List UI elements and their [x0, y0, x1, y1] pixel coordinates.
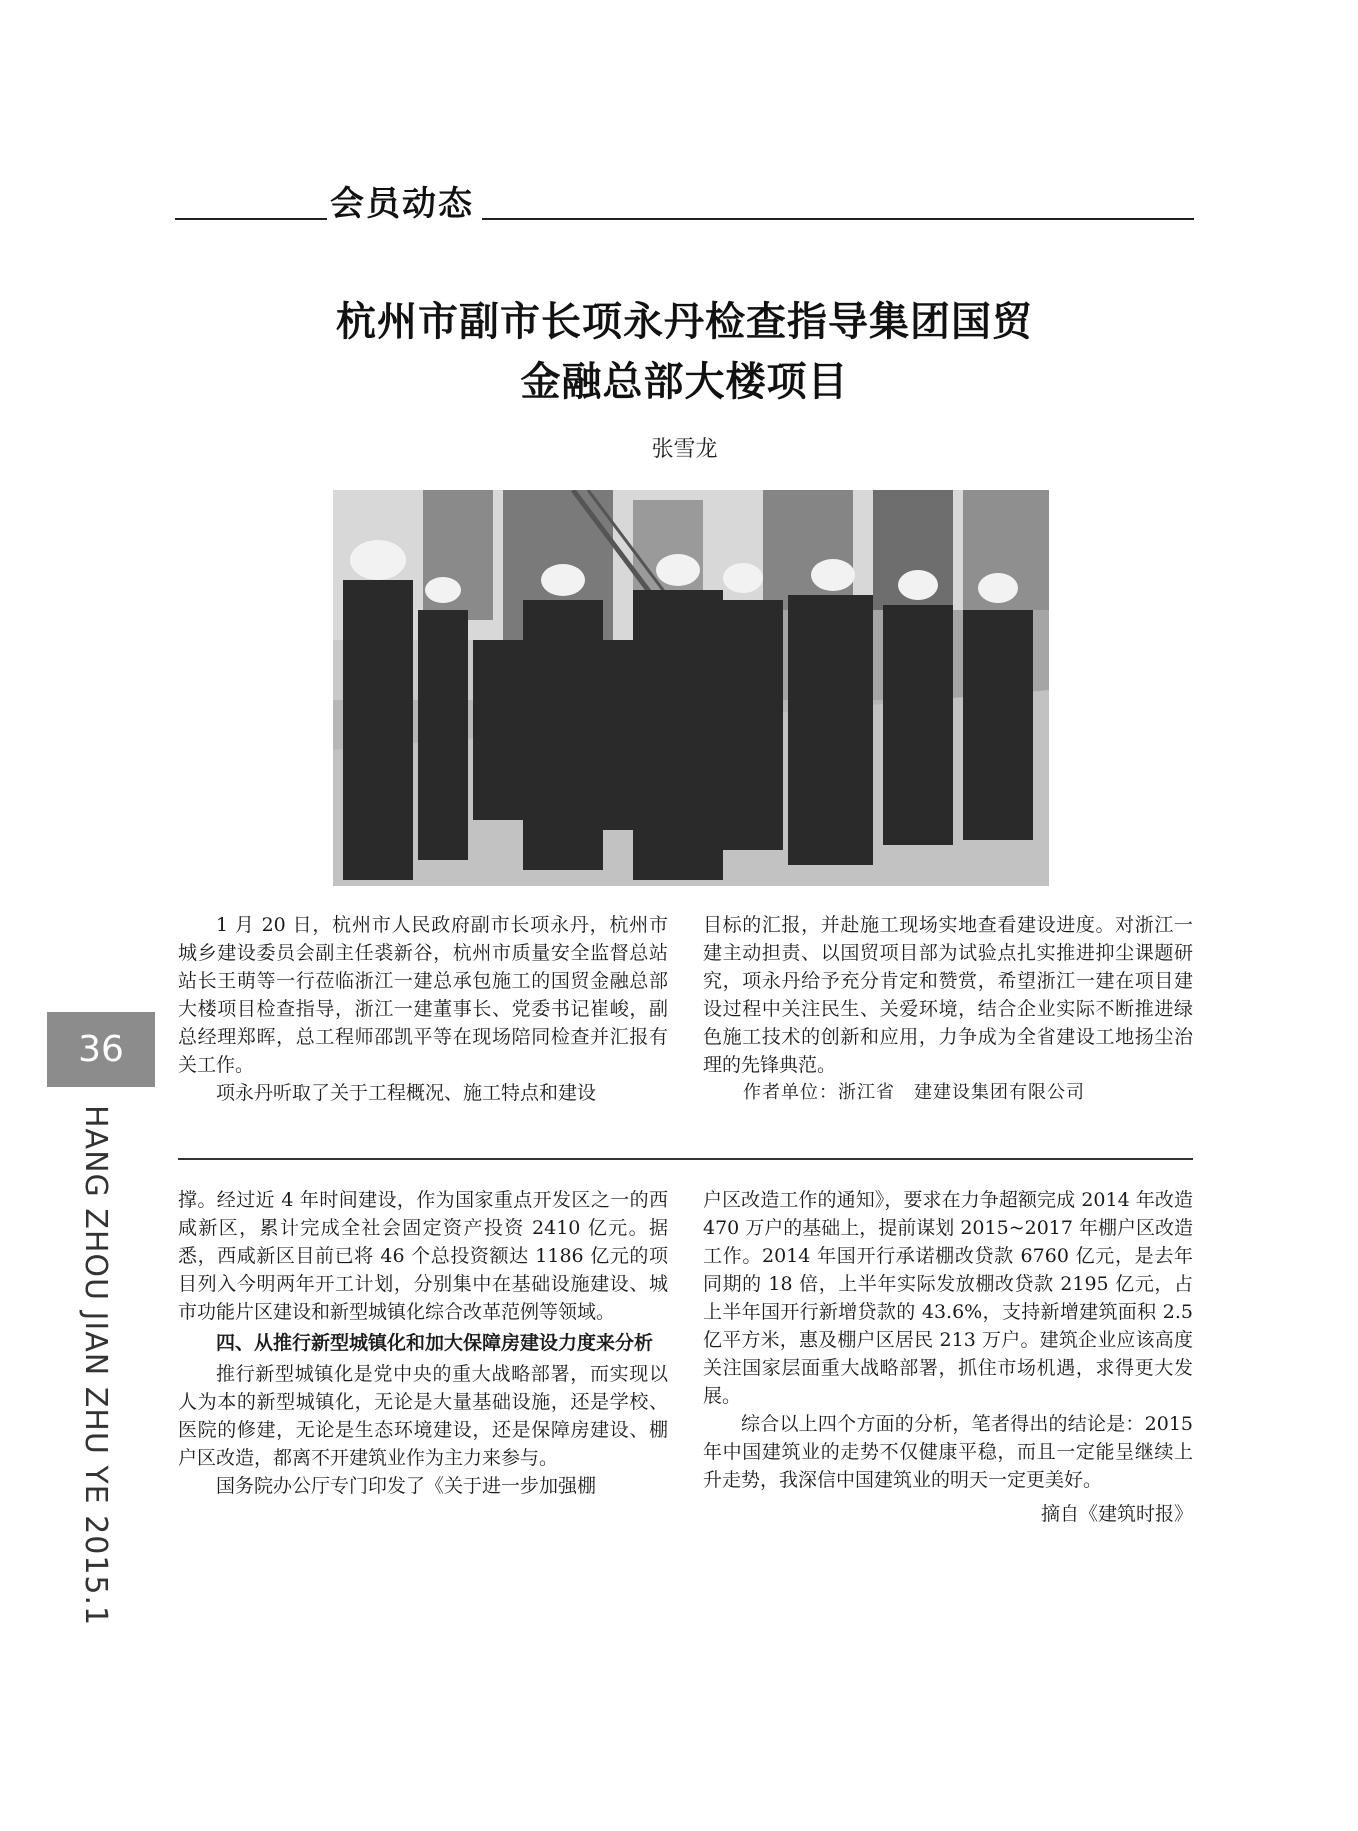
article-headline	[175, 292, 1194, 412]
article-author: 张雪龙	[651, 437, 718, 462]
continued-paragraph: 综合以上四个方面的分析，笔者得出的结论是：2015 年中国建筑业的走势不仅健康平稳，而且一定能呈继续上升走势，我深信中国建筑业的明天一定更美好。	[703, 1413, 1193, 1491]
headline-line-2: 金融总部大楼项目	[520, 359, 849, 405]
continued-column-left	[178, 1186, 668, 1500]
continued-column-right	[703, 1186, 1193, 1528]
continued-paragraph: 户区改造工作的通知》，要求在力争超额完成 2014 年改造 470 万户的基础上，提前谋划 2015~2017 年棚户区改造工作。2014 年国开行承诺棚改贷款 6760 亿元，是去年同期的 18 倍，上半年实际发放棚改贷款 2195 亿元，占上半年国开行新增贷款的 43.6%，支持新增建筑面积 2.5 亿平方米，惠及棚户区居民 213 万户。建筑企业应该高度关注国家层面重大战略部署，抓住市场机遇，求得更大发展。	[703, 1189, 1194, 1407]
article-column-left	[178, 911, 668, 1107]
headline-line-1: 杭州市副市长项永丹检查指导集团国贸	[336, 299, 1033, 345]
author-affiliation: 作者单位：浙江省 建建设集团有限公司	[743, 1082, 1085, 1103]
journal-name-vertical: HANG ZHOU JIAN ZHU YE 2015.1	[78, 1105, 113, 1627]
continued-paragraph: 推行新型城镇化是党中央的重大战略部署，而实现以人为本的新型城镇化，无论是大量基础设施，还是学校、医院的修建，无论是生态环境建设，还是保障房建设、棚户区改造，都离不开建筑业作为主力来参与。	[178, 1363, 668, 1469]
source-attribution: 摘自《建筑时报》	[1040, 1503, 1193, 1525]
construction-site-photo	[333, 490, 1049, 886]
continued-paragraph: 国务院办公厅专门印发了《关于进一步加强棚	[216, 1475, 597, 1497]
section-divider	[178, 1158, 1193, 1160]
article-photo	[333, 490, 1049, 886]
page-number: 36	[47, 1012, 155, 1087]
section-rule-left	[175, 218, 327, 220]
section-heading: 四、从推行新型城镇化和加大保障房建设力度来分析	[216, 1332, 654, 1354]
article-paragraph: 1 月 20 日，杭州市人民政府副市长项永丹，杭州市城乡建设委员会副主任裘新谷，杭州市质量安全监督总站站长王萌等一行莅临浙江一建总承包施工的国贸金融总部大楼项目检查指导，浙江一建董事长、党委书记崔峻，副总经理郑晖，总工程师邵凯平等在现场陪同检查并汇报有关工作。	[178, 914, 668, 1076]
section-rule-right	[482, 218, 1194, 220]
article-paragraph: 项永丹听取了关于工程概况、施工特点和建设	[216, 1082, 597, 1104]
section-title: 会员动态	[330, 184, 474, 224]
article-column-right	[703, 911, 1193, 1107]
continued-paragraph: 撑。经过近 4 年时间建设，作为国家重点开发区之一的西咸新区，累计完成全社会固定资产投资 2410 亿元。据悉，西咸新区目前已将 46 个总投资额达 1186 亿元的项目列入今明两年开工计划，分别集中在基础设施建设、城市功能片区建设和新型城镇化综合改革范例等领域。	[178, 1189, 668, 1323]
article-paragraph: 目标的汇报，并赴施工现场实地查看建设进度。对浙江一建主动担责、以国贸项目部为试验点扎实推进抑尘课题研究，项永丹给予充分肯定和赞赏，希望浙江一建在项目建设过程中关注民生、关爱环境，结合企业实际不断推进绿色施工技术的创新和应用，力争成为全省建设工地扬尘治理的先锋典范。	[703, 914, 1193, 1076]
journal-name-vertical-wrap	[78, 1105, 128, 1627]
